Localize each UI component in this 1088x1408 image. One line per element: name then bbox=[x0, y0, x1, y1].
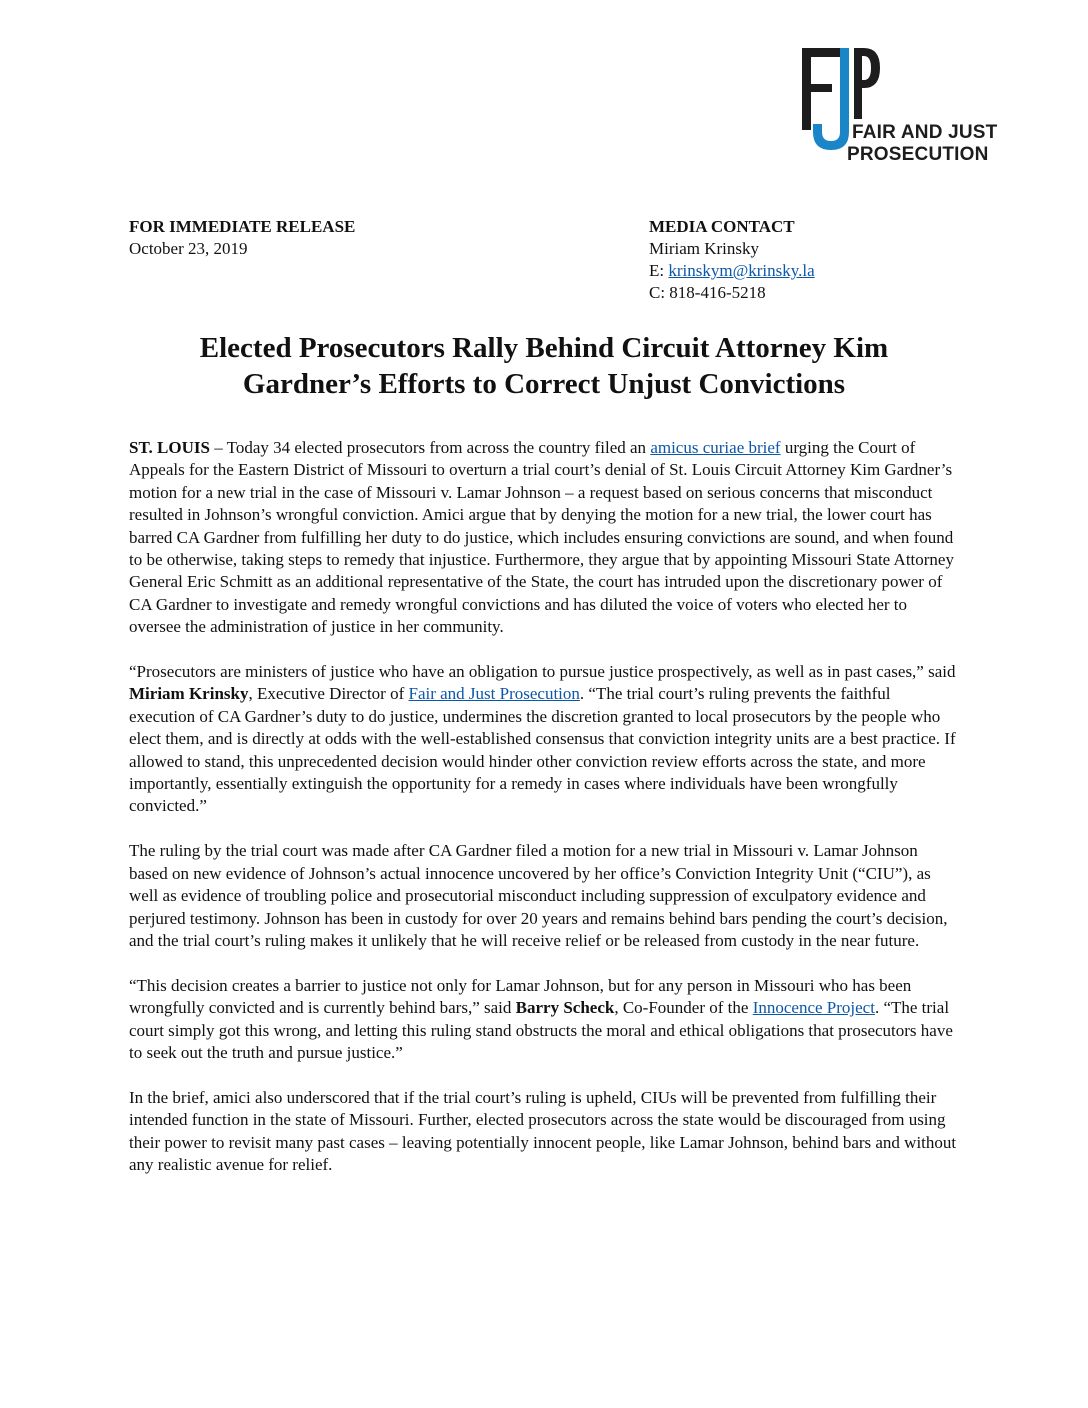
article-body bbox=[129, 437, 959, 1199]
logo-wordmark bbox=[847, 122, 998, 166]
speaker-krinsky: Miriam Krinsky bbox=[129, 684, 249, 704]
p4-text-a: “This decision creates a barrier to justice not only for Lamar Johnson, but for any person in Missouri who has been wrongfully convicted and is currently behind bars,” said bbox=[129, 975, 912, 1018]
paragraph-1 bbox=[129, 437, 959, 639]
contact-email-link[interactable]: krinskym@krinsky.la bbox=[668, 261, 815, 280]
p1-text-a: – Today 34 elected prosecutors from across the country filed an bbox=[209, 438, 651, 457]
contact-phone: C: 818-416-5218 bbox=[649, 283, 766, 302]
logo-line-1: FAIR AND JUST bbox=[852, 122, 998, 143]
contact-email-line bbox=[649, 260, 815, 282]
media-contact-label: MEDIA CONTACT bbox=[649, 217, 795, 236]
p2-role: , Executive Director of bbox=[248, 684, 409, 704]
paragraph-3: The ruling by the trial court was made after CA Gardner filed a motion for a new trial in Missouri v. Lamar Johnson based on new evidence of Johnson’s actual innocence uncovered by her office’s Conviction Integrity Unit (“CIU”), as well as evidence of troubling police and prosecutorial misconduct including suppression of exculpatory evidence and perjured testimony. Johnson has been in custody for over 20 years and remains behind bars pending the court’s decision, and the trial court’s ruling makes it unlikely that he will receive relief or be released from custody in the near future. bbox=[129, 841, 948, 950]
amicus-brief-link[interactable]: amicus curiae brief bbox=[650, 438, 781, 457]
paragraph-5: In the brief, amici also underscored that if the trial court’s ruling is upheld, CIUs will be prevented from fulfilling their intended function in the state of Missouri. Further, elected prosecutors across the state would be discouraged from using their power to revisit many past cases – leaving potentially innocent people, like Lamar Johnson, behind bars and without any realistic avenue for relief. bbox=[129, 1087, 957, 1174]
speaker-scheck: Barry Scheck bbox=[515, 998, 615, 1018]
release-label: FOR IMMEDIATE RELEASE bbox=[129, 217, 356, 236]
paragraph-4 bbox=[129, 975, 959, 1065]
media-contact bbox=[649, 216, 815, 304]
fjp-logo bbox=[796, 44, 1026, 174]
innocence-project-link[interactable]: Innocence Project bbox=[752, 998, 875, 1018]
headline-line-1: Elected Prosecutors Rally Behind Circuit Attorney Kim bbox=[199, 332, 889, 364]
dateline: ST. LOUIS bbox=[129, 438, 210, 457]
p4-text-b: . “The trial court simply got this wrong, and letting this ruling stand obstructs the moral and ethical obligations that prosecutors have to seek out the truth and pursue justice.” bbox=[129, 998, 953, 1062]
release-date: October 23, 2019 bbox=[129, 239, 248, 258]
paragraph-2 bbox=[129, 661, 959, 818]
release-info bbox=[129, 216, 355, 260]
p4-role: , Co-Founder of the bbox=[614, 998, 753, 1018]
headline-line-2: Gardner’s Efforts to Correct Unjust Convictions bbox=[242, 368, 846, 400]
p2-text-b: . “The trial court’s ruling prevents the faithful execution of CA Gardner’s duty to do justice, undermines the discretion granted to local prosecutors by the people who elect them, and is directly at odds with the well-established consensus that conviction integrity units are a best practice. If allowed to stand, this unprecedented decision would hinder other conviction review efforts across the state, and more importantly, essentially extinguish the opportunity for a remedy in cases where individuals have been wrongfully convicted.” bbox=[129, 684, 956, 816]
p2-text-a: “Prosecutors are ministers of justice who have an obligation to pursue justice prospectively, as well as in past cases,” said bbox=[129, 662, 956, 682]
contact-name: Miriam Krinsky bbox=[649, 239, 760, 258]
headline bbox=[100, 330, 988, 402]
email-prefix: E: bbox=[649, 261, 669, 280]
fjp-link[interactable]: Fair and Just Prosecution bbox=[408, 684, 580, 704]
p1-text-b: urging the Court of Appeals for the Eastern District of Missouri to overturn a trial court’s denial of St. Louis Circuit Attorney Kim Gardner’s motion for a new trial in the case of Missouri v. Lamar Johnson – a request based on serious concerns that misconduct resulted in Johnson’s wrongful conviction. Amici argue that by denying the motion for a new trial, the lower court has barred CA Gardner from fulfilling her duty to do justice, which includes ensuring convictions are sound, and when found to be otherwise, taking steps to remedy that injustice. Furthermore, they argue that by appointing Missouri State Attorney General Eric Schmitt as an additional representative of the State, the court has intruded upon the discretionary power of CA Gardner to investigate and remedy wrongful convictions and has diluted the voice of voters who elected her to oversee the administration of justice in her community. bbox=[129, 438, 954, 637]
logo-line-2: PROSECUTION bbox=[847, 144, 989, 165]
